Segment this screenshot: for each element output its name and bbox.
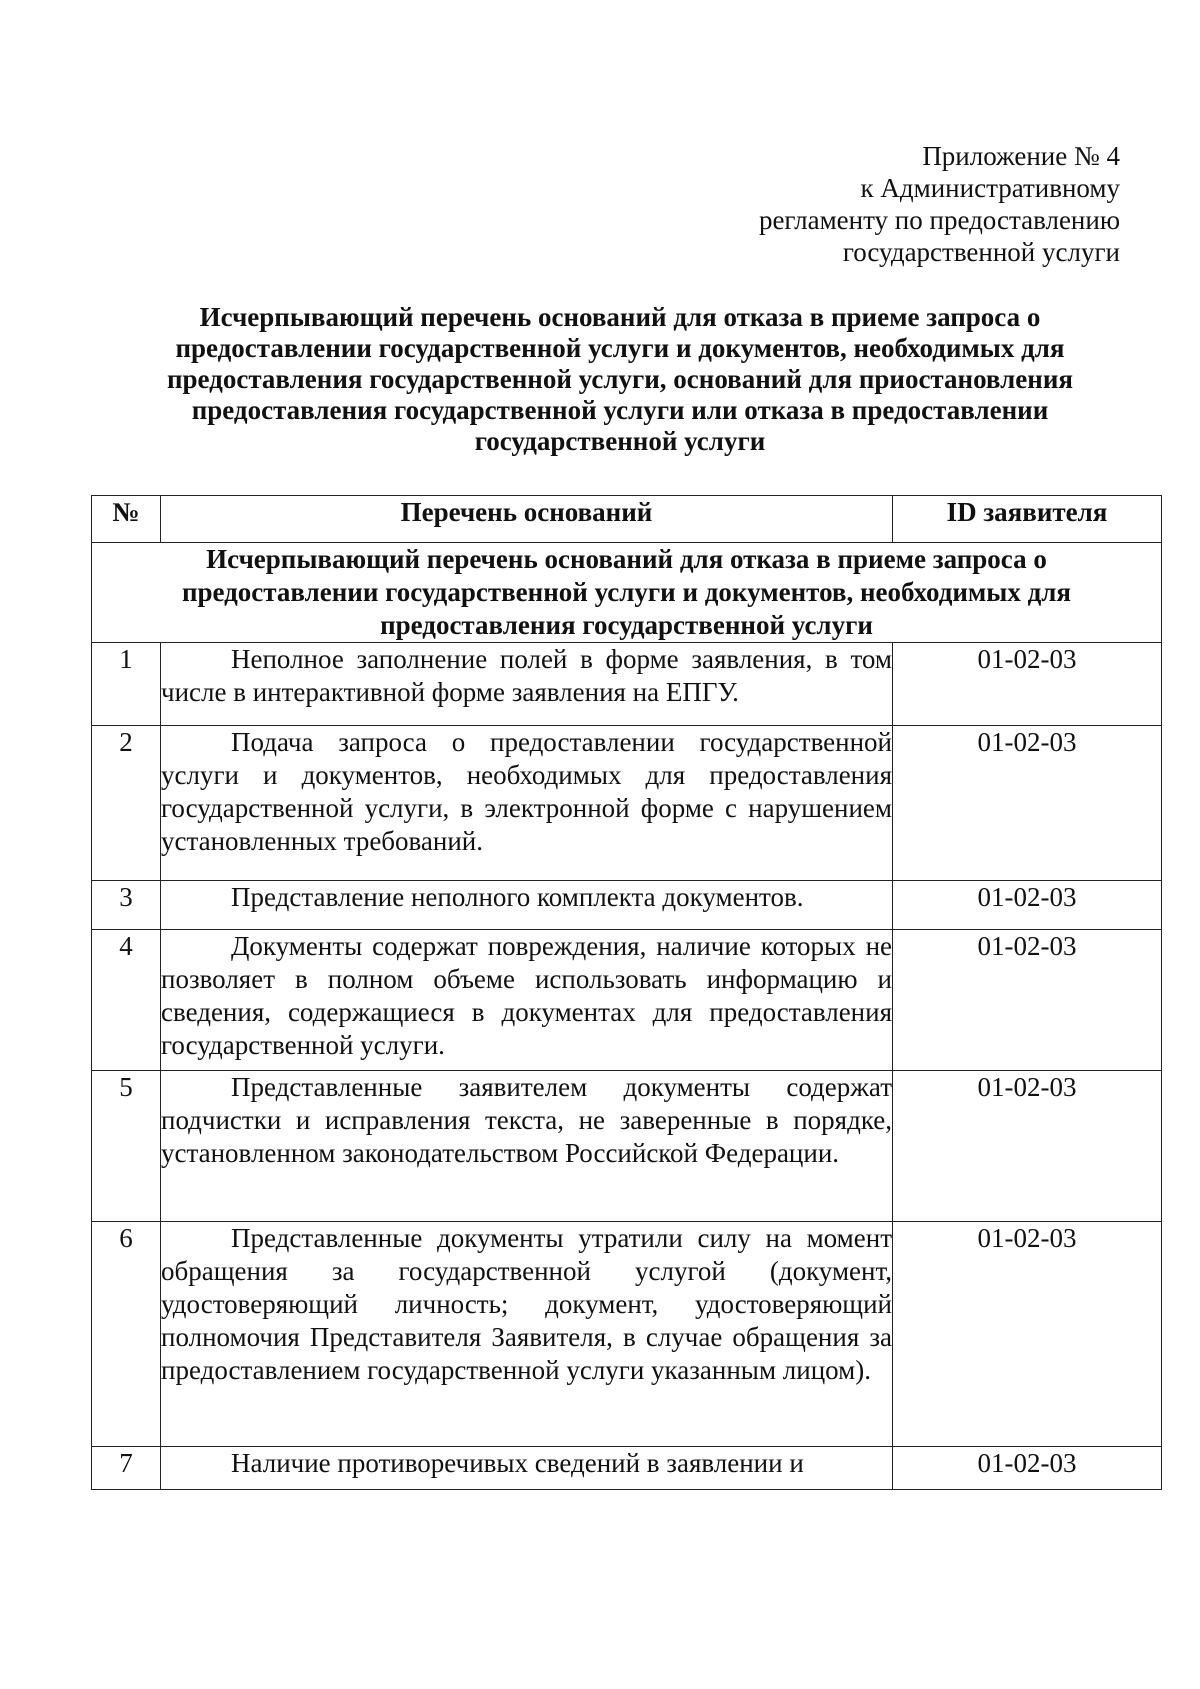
table-row — [92, 1071, 1162, 1222]
row-applicant-id: 01-02-03 — [893, 1071, 1162, 1222]
table-row — [92, 881, 1162, 930]
row-reason: Представленные документы утратили силу на момент обращения за государственной услугой (документ, удостоверяющий личность; документ, удостоверяющий полномочия Представителя Заявителя, в случае обращения за предоставлением государственной услуги указанным лицом). — [161, 1222, 893, 1447]
appendix-line: регламенту по предоставлению — [758, 205, 1120, 235]
document-title — [120, 302, 1120, 457]
section-row — [92, 543, 1162, 643]
row-number: 6 — [92, 1222, 161, 1447]
section-line: Исчерпывающий перечень оснований для отказа в приеме запроса о — [206, 544, 1047, 574]
appendix-line: к Административному — [860, 173, 1120, 203]
title-line: государственной услуги — [474, 426, 766, 456]
table-header-row — [92, 496, 1162, 543]
table-row — [92, 1222, 1162, 1447]
table-row — [92, 1447, 1162, 1490]
row-number: 7 — [92, 1447, 161, 1490]
row-reason: Неполное заполнение полей в форме заявления, в том числе в интерактивной форме заявления на ЕПГУ. — [161, 643, 893, 726]
row-number: 1 — [92, 643, 161, 726]
appendix-line: государственной услуги — [842, 237, 1120, 267]
section-heading — [92, 543, 1162, 643]
title-line: предоставления государственной услуги или отказа в предоставлении — [191, 395, 1049, 425]
row-reason: Наличие противоречивых сведений в заявлении и — [161, 1447, 893, 1490]
row-number: 3 — [92, 881, 161, 930]
row-number: 5 — [92, 1071, 161, 1222]
section-line: предоставлении государственной услуги и документов, необходимых для — [181, 577, 1072, 607]
title-line: Исчерпывающий перечень оснований для отказа в приеме запроса о — [199, 302, 1041, 332]
header-reasons: Перечень оснований — [161, 496, 893, 543]
row-applicant-id: 01-02-03 — [893, 1447, 1162, 1490]
row-applicant-id: 01-02-03 — [893, 643, 1162, 726]
table-row — [92, 643, 1162, 726]
row-reason: Представление неполного комплекта документов. — [161, 881, 893, 930]
section-line: предоставления государственной услуги — [380, 610, 873, 640]
header-number: № — [92, 496, 161, 543]
header-applicant-id: ID заявителя — [893, 496, 1162, 543]
title-line: предоставления государственной услуги, оснований для приостановления — [166, 364, 1073, 394]
title-line: предоставлении государственной услуги и документов, необходимых для — [175, 333, 1065, 363]
row-applicant-id: 01-02-03 — [893, 930, 1162, 1071]
row-number: 2 — [92, 726, 161, 881]
row-applicant-id: 01-02-03 — [893, 726, 1162, 881]
row-applicant-id: 01-02-03 — [893, 1222, 1162, 1447]
row-reason: Представленные заявителем документы содержат подчистки и исправления текста, не заверенные в порядке, установленном законодательством Российской Федерации. — [161, 1071, 893, 1222]
row-number: 4 — [92, 930, 161, 1071]
appendix-line: Приложение № 4 — [922, 141, 1120, 171]
table-row — [92, 930, 1162, 1071]
row-reason: Подача запроса о предоставлении государственной услуги и документов, необходимых для предоставления государственной услуги, в электронной форме с нарушением установленных требований. — [161, 726, 893, 881]
reasons-table — [91, 495, 1162, 1490]
row-applicant-id: 01-02-03 — [893, 881, 1162, 930]
row-reason: Документы содержат повреждения, наличие которых не позволяет в полном объеме использовать информацию и сведения, содержащиеся в документах для предоставления государственной услуги. — [161, 930, 893, 1071]
appendix-header — [759, 140, 1120, 268]
table-row — [92, 726, 1162, 881]
